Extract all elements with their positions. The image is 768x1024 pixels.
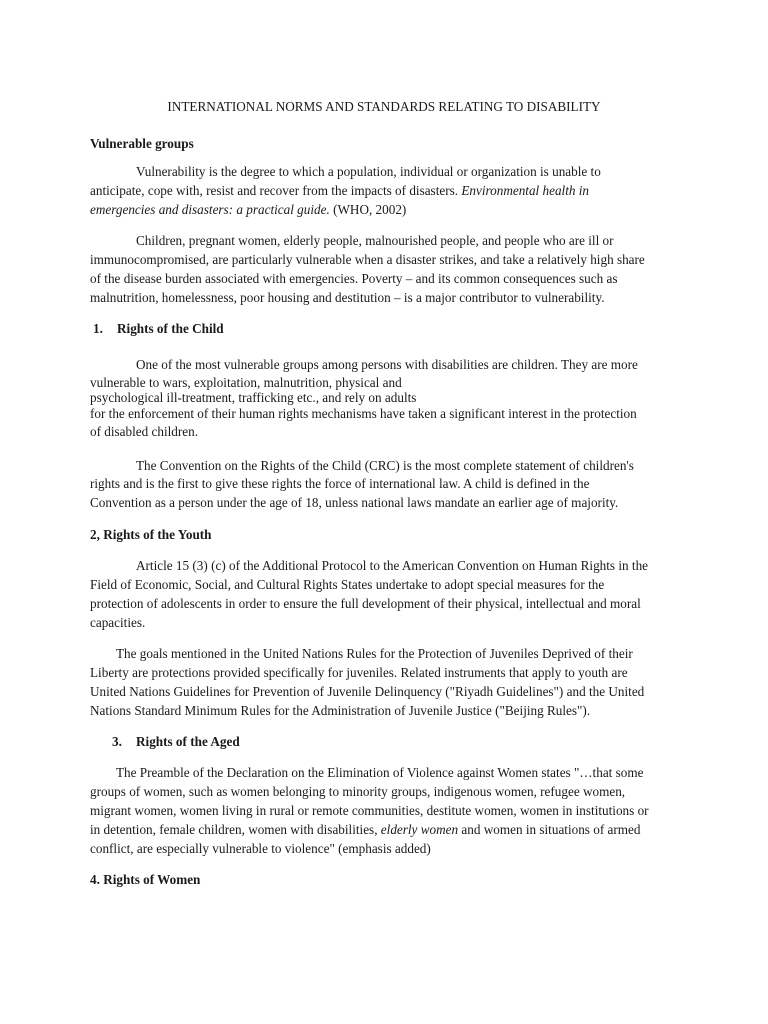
heading-number-aged: 3.: [112, 734, 122, 749]
child-p1-line: of disabled children.: [90, 424, 199, 439]
aged-p1-emphasis: elderly women: [380, 822, 459, 837]
aged-p1-line4: [90, 822, 640, 838]
youth-p2-line: The goals mentioned in the United Nations Rules for the Protection of Juveniles Deprived of their: [116, 646, 633, 661]
vulnerable-p1-line1: Vulnerability is the degree to which a population, individual or organization is unable to: [136, 164, 601, 179]
aged-p1-line4-start: in detention, female children, women with disabilities,: [90, 822, 378, 837]
page-title: INTERNATIONAL NORMS AND STANDARDS RELATING TO DISABILITY: [167, 99, 601, 114]
youth-p1-line: Field of Economic, Social, and Cultural Rights States undertake to adopt special measures for the: [90, 577, 605, 592]
aged-p1-line2: groups of women, such as women belonging to minority groups, indigenous women, refugee women,: [90, 784, 626, 799]
child-p2-line: Convention as a person under the age of 18, unless national laws mandate an earlier age of majority.: [90, 495, 619, 510]
aged-p1-line3: migrant women, women living in rural or remote communities, destitute women, women in institutions or: [90, 803, 649, 818]
heading-rights-of-child: Rights of the Child: [117, 321, 224, 336]
vulnerable-p1-citation-title-cont: emergencies and disasters: a practical guide.: [90, 202, 330, 217]
vulnerable-p2-line: of the disease burden associated with emergencies. Poverty – and its common consequences such as: [90, 271, 618, 286]
aged-p1-line5: conflict, are especially vulnerable to violence" (emphasis added): [90, 841, 431, 856]
child-p2-line: The Convention on the Rights of the Child (CRC) is the most complete statement of children's: [136, 458, 634, 473]
vulnerable-p2-line: Children, pregnant women, elderly people, malnourished people, and people who are ill or: [136, 233, 614, 248]
heading-rights-of-women: 4. Rights of Women: [90, 872, 201, 887]
youth-p2-line: United Nations Guidelines for Prevention of Juvenile Delinquency ("Riyadh Guidelines") and the United: [90, 684, 645, 699]
youth-p1-line: Article 15 (3) (c) of the Additional Protocol to the American Convention on Human Rights in the: [136, 558, 649, 573]
vulnerable-p1-citation-title: Environmental health in: [461, 183, 590, 198]
youth-p2-line: Liberty are protections provided specifically for juveniles. Related instruments that apply to youth are: [90, 665, 628, 680]
vulnerable-p1-line2: [90, 183, 589, 199]
child-p1-line: psychological ill-treatment, trafficking etc., and rely on adults: [90, 390, 417, 405]
vulnerable-p1-citation-source: (WHO, 2002): [333, 202, 407, 217]
heading-number-child: 1.: [93, 321, 103, 336]
vulnerable-p2-line: immunocompromised, are particularly vulnerable when a disaster strikes, and take a relatively high share: [90, 252, 645, 267]
youth-p2-line: Nations Standard Minimum Rules for the Administration of Juvenile Justice ("Beijing Rules").: [90, 703, 591, 718]
heading-vulnerable-groups: Vulnerable groups: [90, 136, 194, 151]
youth-p1-line: capacities.: [90, 615, 146, 630]
child-p2-line: rights and is the first to give these rights the force of international law. A child is defined in the: [90, 476, 590, 491]
youth-p1-line: protection of adolescents in order to ensure the full development of their physical, intellectual and moral: [90, 596, 641, 611]
aged-p1-line4-end: and women in situations of armed: [461, 822, 641, 837]
heading-rights-of-aged: Rights of the Aged: [136, 734, 240, 749]
aged-p1-line1: The Preamble of the Declaration on the Elimination of Violence against Women states "…that some: [116, 765, 644, 780]
vulnerable-p2-line: malnutrition, homelessness, poor housing and destitution – is a major contributor to vulnerability.: [90, 290, 605, 305]
vulnerable-p1-line2-text: anticipate, cope with, resist and recover from the impacts of disasters.: [90, 183, 459, 198]
child-p1-line: vulnerable to wars, exploitation, malnutrition, physical and: [90, 375, 402, 390]
heading-rights-of-youth: 2, Rights of the Youth: [90, 527, 212, 542]
vulnerable-p1-line3: [90, 202, 406, 218]
child-p1-line: One of the most vulnerable groups among persons with disabilities are children. They are more: [136, 357, 638, 372]
child-p1-line: for the enforcement of their human rights mechanisms have taken a significant interest in the protection: [90, 406, 637, 421]
